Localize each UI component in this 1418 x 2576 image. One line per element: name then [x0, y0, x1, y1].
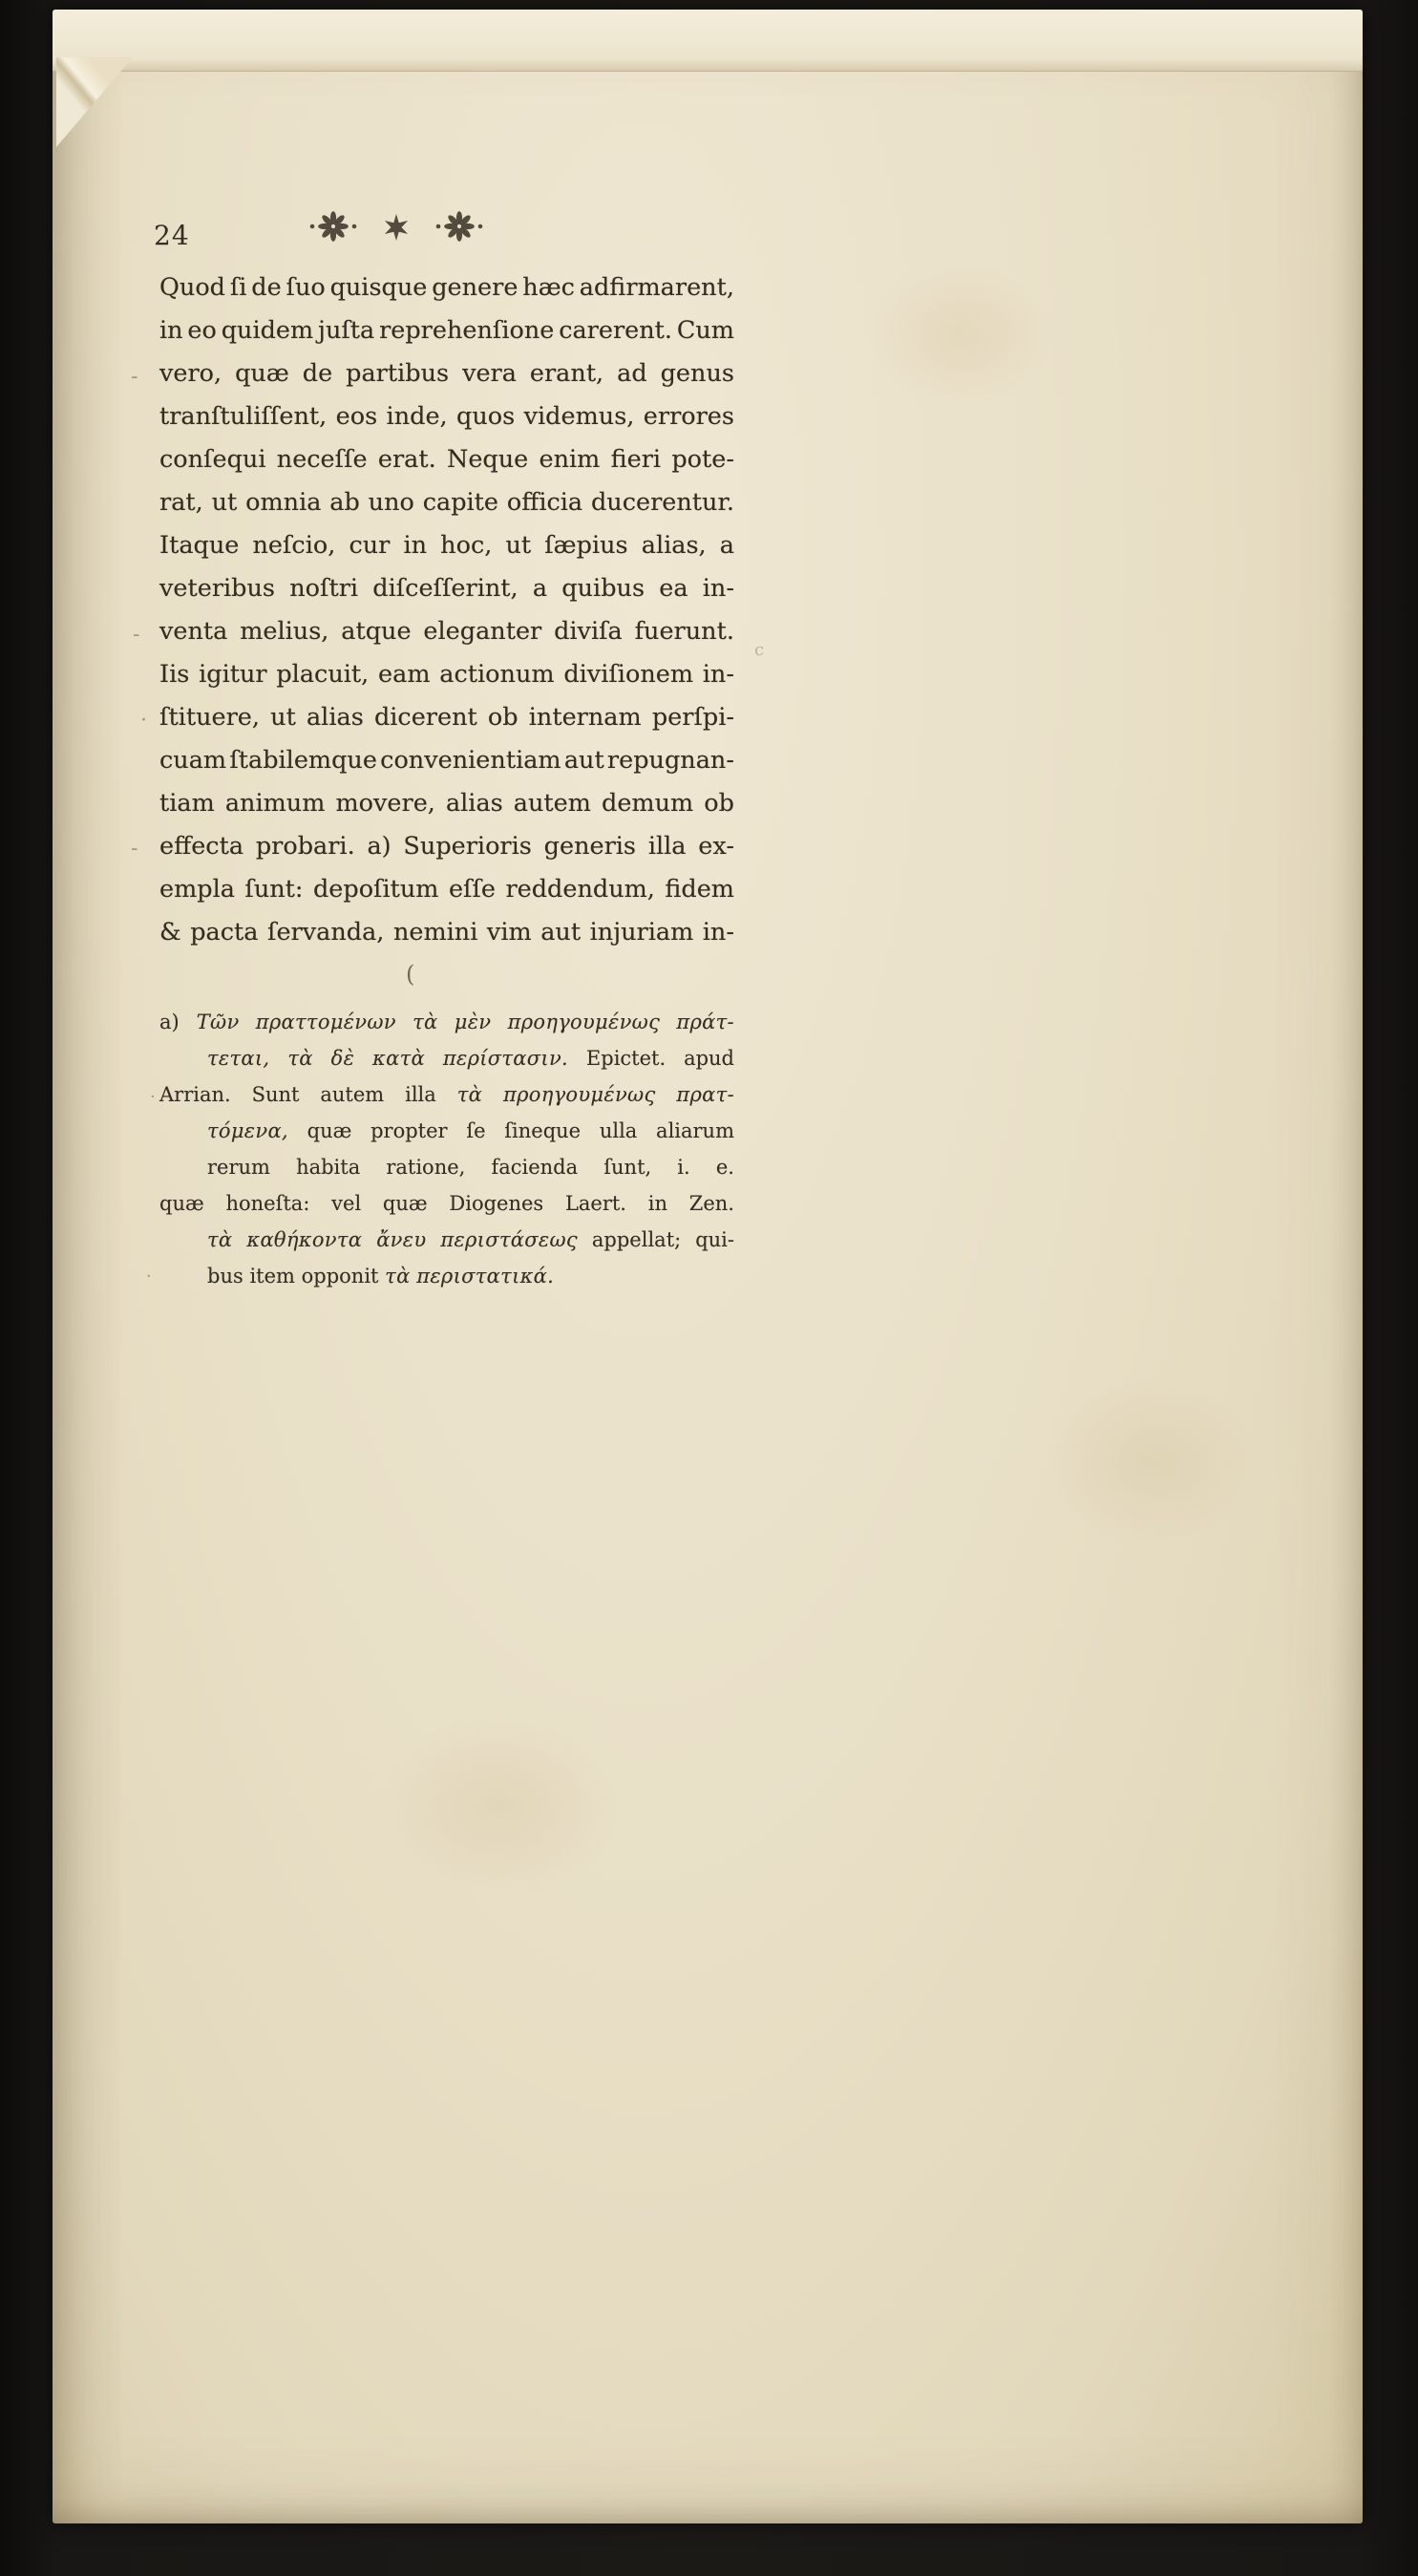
main-text: [159, 273, 734, 961]
page-number: 24: [154, 220, 190, 251]
folded-corner: [56, 57, 133, 147]
paper-stain: [836, 239, 1084, 430]
footnote-line: quæ honeſta: vel quæ Diogenes Laert. in Zen.: [159, 1192, 734, 1215]
text-line: Iis igitur placuit, eam actionum diviſionem in-: [159, 660, 734, 689]
footnote-line: rerum habita ratione, facienda ſunt, i. e.: [207, 1156, 734, 1179]
footnote-marker: a): [159, 1011, 180, 1033]
footnote: [159, 1011, 734, 1301]
text-line: veteribus noſtri diſceſſerint, a quibus ea in-: [159, 574, 734, 603]
header-ornaments: [282, 210, 511, 243]
footnote-line: [159, 1011, 734, 1047]
footnote-line: τόμενα, quæ propter ſe ſineque ulla aliarum: [207, 1119, 734, 1142]
text-line: vero, quæ de partibus vera erant, ad genus: [159, 359, 734, 388]
margin-mark: ·: [140, 709, 147, 733]
rosette-ornament-left: [307, 210, 359, 243]
stray-mark: (: [406, 961, 415, 988]
text-line: Quod ſi de ſuo quisque genere hæc adfirmarent,: [159, 273, 734, 302]
rosette-ornament-right: [434, 210, 485, 243]
text-line: tranſtuliſſent, eos inde, quos videmus, errores: [159, 402, 734, 431]
footnote-text: Τῶν πραττομένων τὰ μὲν προηγουμένως πράτ-: [196, 1011, 734, 1033]
text-line: ſtituere, ut alias dicerent ob internam perſpi-: [159, 703, 734, 732]
margin-mark: -: [133, 623, 140, 647]
text-line: rat, ut omnia ab uno capite officia ducerentur.: [159, 488, 734, 517]
footnote-line: bus item opponit τὰ περιστατικά.: [207, 1265, 555, 1288]
text-line: in eo quidem juſta reprehenſione carerent. Cum: [159, 316, 734, 345]
page-top-edge: [53, 10, 1363, 72]
text-line: cuam ſtabilemque convenientiam aut repugnan-: [159, 746, 734, 775]
footnote-line: τεται, τὰ δὲ κατὰ περίστασιν. Epictet. apud: [207, 1047, 734, 1070]
margin-mark: -: [131, 365, 138, 389]
paper-stain: [339, 1681, 664, 1929]
footnote-line: Arrian. Sunt autem illa τὰ προηγουμένως πρατ-: [159, 1083, 734, 1106]
book-page: [53, 10, 1363, 2523]
margin-mark: c: [754, 640, 765, 660]
margin-mark: ·: [146, 1267, 152, 1287]
footnote-line: τὰ καθήκοντα ἄνευ περιστάσεως appellat; qui-: [207, 1228, 734, 1251]
text-line: tiam animum movere, alias autem demum ob: [159, 789, 734, 818]
paper-stain: [1007, 1347, 1294, 1576]
margin-mark: -: [131, 837, 138, 861]
text-line: venta melius, atque eleganter diviſa fuerunt.: [159, 617, 734, 646]
text-line: conſequi neceſſe erat. Neque enim fieri pote-: [159, 445, 734, 474]
star-ornament: [382, 213, 411, 242]
text-line: empla ſunt: depoſitum eſſe reddendum, fidem: [159, 875, 734, 904]
text-line: & pacta ſervanda, nemini vim aut injuriam in-: [159, 918, 734, 947]
text-line: Itaque neſcio, cur in hoc, ut ſæpius alias, a: [159, 531, 734, 560]
text-line: effecta probari. a) Superioris generis illa ex-: [159, 832, 734, 861]
margin-mark: ·: [150, 1087, 156, 1107]
